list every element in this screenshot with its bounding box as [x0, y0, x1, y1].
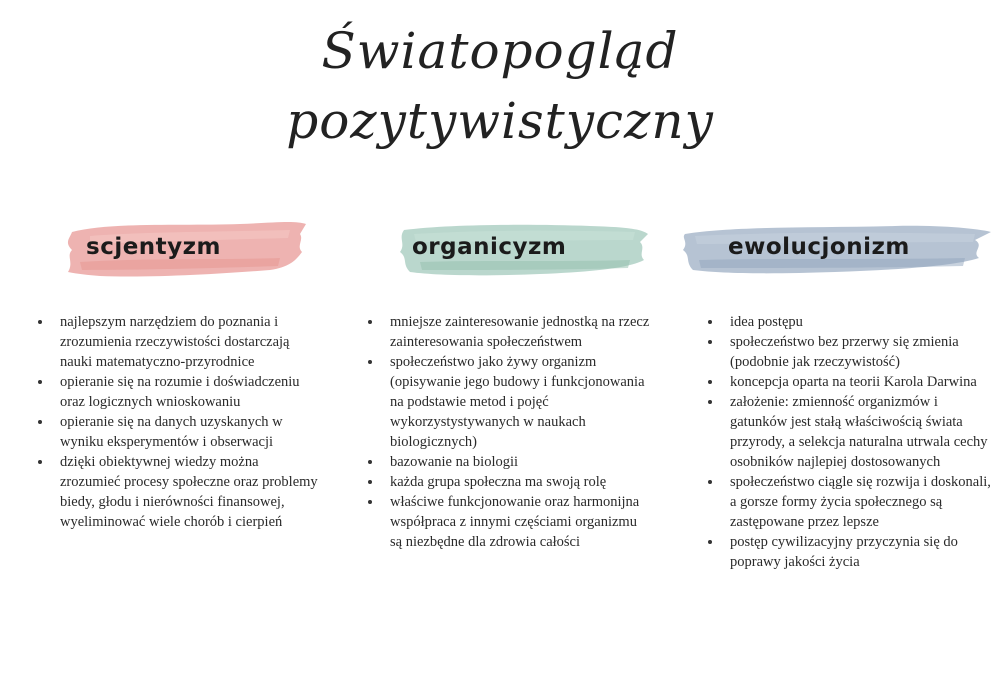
list-item: idea postępu [730, 312, 998, 332]
list-item: społeczeństwo ciągle się rozwija i doskonali, a gorsze formy życia społecznego są zastępowane przez lepsze [730, 472, 998, 532]
bullet-list [700, 312, 998, 572]
column-heading: organicyzm [412, 234, 567, 260]
list-item: mniejsze zainteresowanie jednostką na rzecz zainteresowania społeczeństwem [390, 312, 652, 352]
page-subtitle: pozytywistyczny [286, 92, 714, 150]
list-item: postęp cywilizacyjny przyczynia się do poprawy jakości życia [730, 532, 998, 572]
list-item: opieranie się na rozumie i doświadczeniu oraz logicznych wnioskowaniu [60, 372, 322, 412]
list-item: założenie: zmienność organizmów i gatunków jest stałą właściwością świata przyrody, a selekcja naturalna utrwala cechy osobników najlepiej dostosowanych [730, 392, 998, 472]
bullet-list [360, 312, 652, 552]
list-item: bazowanie na biologii [390, 452, 652, 472]
column-heading: scjentyzm [86, 234, 222, 260]
list-item: dzięki obiektywnej wiedzy można zrozumieć procesy społeczne oraz problemy biedy, głodu i nierówności finansowej, wyeliminować wiele chorób i cierpień [60, 452, 322, 532]
list-item: społeczeństwo jako żywy organizm (opisywanie jego budowy i funkcjonowania na podstawie metod i pojęć wykorzystystywanych w naukach biologicznych) [390, 352, 652, 452]
list-item: właściwe funkcjonowanie oraz harmonijna współpraca z innymi częściami organizmu są niezbędne dla zdrowia całości [390, 492, 652, 552]
column-heading: ewolucjonizm [728, 234, 910, 260]
list-item: społeczeństwo bez przerwy się zmienia (podobnie jak rzeczywistość) [730, 332, 998, 372]
list-item: opieranie się na danych uzyskanych w wyniku eksperymentów i obserwacji [60, 412, 322, 452]
list-item: koncepcja oparta na teorii Karola Darwina [730, 372, 998, 392]
list-item: najlepszym narzędziem do poznania i zrozumienia rzeczywistości dostarczają nauki matematyczno-przyrodnice [60, 312, 322, 372]
page-title: Światopogląd [321, 22, 679, 80]
bullet-list [30, 312, 322, 532]
brush-stroke-streak [420, 260, 630, 270]
list-item: każda grupa społeczna ma swoją rolę [390, 472, 652, 492]
